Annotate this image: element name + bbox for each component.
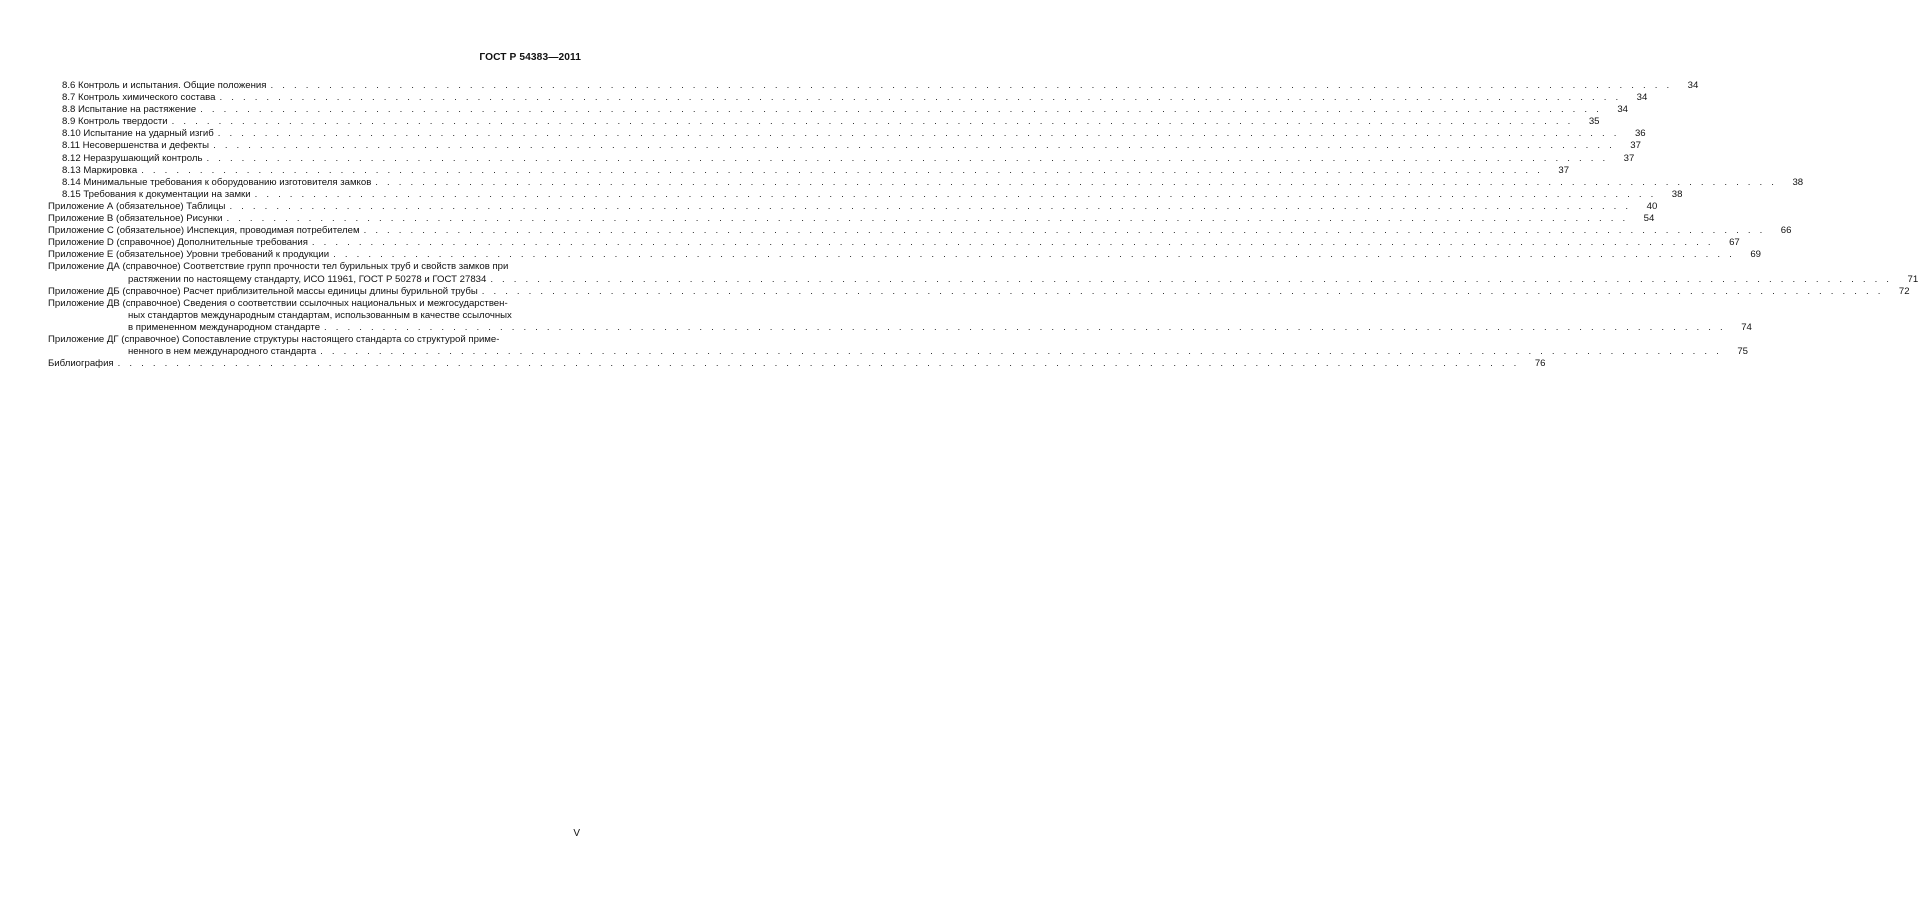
toc-line bbox=[48, 116, 1600, 128]
toc-entry-title: ных стандартов международным стандартам, использованным в качестве ссылочных bbox=[128, 309, 512, 321]
toc-leader-dots: . . . . . . . . . . . . . . . . . . . . . . . . . . . . . . . . . . . . . . . . . . . . . . . . . . . . . . . . . . . . . . . . . . . . . . . . . . . . . . . . . . . . . . . . . . . . . . . . . . . . . . . . . . . . . . . . . . . . . . . . bbox=[375, 176, 1778, 188]
toc-line bbox=[48, 176, 1804, 189]
toc-leader-dots: . . . . . . . . . . . . . . . . . . . . . . . . . . . . . . . . . . . . . . . . . . . . . . . . . . . . . . . . . . . . . . . . . . . . . . . . . . . . . . . . . . . . . . . . . . . . . . . . . . . . . . . . . . . . . . . . . . . . . . . . bbox=[490, 273, 1893, 285]
toc-page-number: 37 bbox=[1623, 152, 1635, 164]
toc-entry-title: 8.12 Неразрушающий контроль bbox=[62, 152, 203, 164]
toc-line bbox=[48, 261, 583, 273]
toc-leader-dots: . . . . . . . . . . . . . . . . . . . . . . . . . . . . . . . . . . . . . . . . . . . . . . . . . . . . . . . . . . . . . . . . . . . . . . . . . . . . . . . . . . . . . . . . . . . . . . . . . . . . . . . . . . . . . . . . . . . . . . . . bbox=[226, 213, 1629, 225]
toc-page-number: 69 bbox=[1750, 249, 1761, 261]
toc-entry-title: Приложение ДБ (справочное) Расчет приблизительной массы единицы длины бурильной трубы bbox=[48, 285, 478, 297]
toc-page-number: 66 bbox=[1780, 225, 1792, 237]
toc-leader-dots: . . . . . . . . . . . . . . . . . . . . . . . . . . . . . . . . . . . . . . . . . . . . . . . . . . . . . . . . . . . . . . . . . . . . . . . . . . . . . . . . . . . . . . . . . . . . . . . . . . . . . . . . . . . . . . . . . . . . . . . . bbox=[229, 200, 1632, 212]
toc-page-number: 74 bbox=[1741, 321, 1752, 333]
toc-leader-dots: . . . . . . . . . . . . . . . . . . . . . . . . . . . . . . . . . . . . . . . . . . . . . . . . . . . . . . . . . . . . . . . . . . . . . . . . . . . . . . . . . . . . . . . . . . . . . . . . . . . . . . . . . . . . . . . . . . . . . . . . bbox=[363, 225, 1766, 237]
toc-line bbox=[48, 285, 1910, 298]
toc-page-number: 34 bbox=[1687, 80, 1699, 91]
toc-page-number: 37 bbox=[1630, 140, 1641, 152]
page-number: V bbox=[573, 828, 580, 839]
toc-entry-title: 8.10 Испытание на ударный изгиб bbox=[62, 128, 214, 140]
toc-entry-title: 8.13 Маркировка bbox=[62, 164, 138, 176]
toc-leader-dots: . . . . . . . . . . . . . . . . . . . . . . . . . . . . . . . . . . . . . . . . . . . . . . . . . . . . . . . . . . . . . . . . . . . . . . . . . . . . . . . . . . . . . . . . . . . . . . . . . . . . . . . . . . . . . . . . . . . . . . . . bbox=[324, 321, 1726, 333]
toc-line bbox=[48, 310, 583, 322]
toc-page-number: 37 bbox=[1558, 164, 1570, 176]
toc-entry bbox=[48, 140, 1641, 152]
toc-entry-title: Приложение D (справочное) Дополнительные требования bbox=[48, 237, 308, 249]
toc-line bbox=[48, 346, 1749, 358]
toc-leader-dots: . . . . . . . . . . . . . . . . . . . . . . . . . . . . . . . . . . . . . . . . . . . . . . . . . . . . . . . . . . . . . . . . . . . . . . . . . . . . . . . . . . . . . . . . . . . . . . . . . . . . . . . . . . . . . . . . . . . . . . . . bbox=[320, 346, 1723, 358]
toc-entry bbox=[48, 249, 1761, 261]
toc-entry bbox=[48, 237, 1740, 249]
toc-entry-title: ненного в нем международного стандарта bbox=[128, 346, 317, 358]
toc-page-number: 38 bbox=[1792, 176, 1804, 188]
toc-page-number: 75 bbox=[1737, 346, 1749, 358]
document-header: ГОСТ Р 54383—2011 bbox=[479, 52, 581, 63]
toc-line bbox=[48, 104, 1629, 116]
toc-line bbox=[48, 298, 583, 310]
toc-page-number: 72 bbox=[1898, 285, 1910, 297]
toc-entry-title: Приложение ДВ (справочное) Сведения о соответствии ссылочных национальных и межгосударствен- bbox=[48, 297, 508, 309]
toc-entry-title: Приложение С (обязательное) Инспекция, проводимая потребителем bbox=[48, 225, 360, 237]
toc-line bbox=[48, 225, 1792, 237]
toc-entry-title: Приложение В (обязательное) Рисунки bbox=[48, 213, 223, 225]
toc-leader-dots: . . . . . . . . . . . . . . . . . . . . . . . . . . . . . . . . . . . . . . . . . . . . . . . . . . . . . . . . . . . . . . . . . . . . . . . . . . . . . . . . . . . . . . . . . . . . . . . . . . . . . . . . . . . . . . . . . . . . . . . . bbox=[206, 152, 1609, 164]
toc-entry-title: 8.8 Испытание на растяжение bbox=[62, 104, 197, 116]
toc-leader-dots: . . . . . . . . . . . . . . . . . . . . . . . . . . . . . . . . . . . . . . . . . . . . . . . . . . . . . . . . . . . . . . . . . . . . . . . . . . . . . . . . . . . . . . . . . . . . . . . . . . . . . . . . . . . . . . . . . . . . . . . . bbox=[311, 237, 1714, 249]
toc-entry bbox=[48, 164, 1570, 177]
toc-entry bbox=[48, 333, 1749, 358]
toc-line bbox=[48, 213, 1655, 225]
toc-entry-title: 8.7 Контроль химического состава bbox=[62, 92, 216, 104]
toc-entry-title: растяжении по настоящему стандарту, ИСО 11961, ГОСТ Р 50278 и ГОСТ 27834 bbox=[128, 273, 487, 285]
toc-line bbox=[48, 188, 1683, 201]
toc-leader-dots: . . . . . . . . . . . . . . . . . . . . . . . . . . . . . . . . . . . . . . . . . . . . . . . . . . . . . . . . . . . . . . . . . . . . . . . . . . . . . . . . . . . . . . . . . . . . . . . . . . . . . . . . . . . . . . . . . . . . . . . . bbox=[117, 358, 1520, 370]
toc-page-number: 67 bbox=[1729, 237, 1740, 249]
toc-entry bbox=[48, 225, 1792, 237]
toc-page-number: 40 bbox=[1646, 200, 1658, 212]
toc-entry bbox=[48, 213, 1655, 225]
toc-leader-dots: . . . . . . . . . . . . . . . . . . . . . . . . . . . . . . . . . . . . . . . . . . . . . . . . . . . . . . . . . . . . . . . . . . . . . . . . . . . . . . . . . . . . . . . . . . . . . . . . . . . . . . . . . . . . . . . . . . . . . . . . bbox=[213, 140, 1615, 152]
toc-page-number: 34 bbox=[1617, 104, 1629, 116]
toc-leader-dots: . . . . . . . . . . . . . . . . . . . . . . . . . . . . . . . . . . . . . . . . . . . . . . . . . . . . . . . . . . . . . . . . . . . . . . . . . . . . . . . . . . . . . . . . . . . . . . . . . . . . . . . . . . . . . . . . . . . . . . . . bbox=[141, 164, 1544, 176]
toc-entry-title: 8.15 Требования к документации на замки bbox=[62, 188, 251, 200]
toc-entry-title: Библиография bbox=[48, 358, 114, 370]
toc-line bbox=[48, 358, 1546, 370]
toc-entry-title: 8.14 Минимальные требования к оборудованию изготовителя замков bbox=[62, 176, 372, 188]
toc-line bbox=[48, 80, 1699, 92]
toc-entry bbox=[48, 80, 1699, 92]
toc-entry bbox=[48, 152, 1635, 165]
toc-entry bbox=[48, 285, 1910, 298]
toc-entry bbox=[48, 92, 1648, 104]
toc-entry-title: 8.9 Контроль твердости bbox=[62, 116, 168, 128]
toc-entry bbox=[48, 261, 1918, 285]
toc-line bbox=[48, 92, 1648, 104]
toc-entry bbox=[48, 128, 1646, 140]
toc-entry-title: Приложение А (обязательное) Таблицы bbox=[48, 200, 226, 212]
toc-page-number: 71 bbox=[1907, 273, 1918, 285]
toc-leader-dots: . . . . . . . . . . . . . . . . . . . . . . . . . . . . . . . . . . . . . . . . . . . . . . . . . . . . . . . . . . . . . . . . . . . . . . . . . . . . . . . . . . . . . . . . . . . . . . . . . . . . . . . . . . . . . . . . . . . . . . . . bbox=[254, 188, 1657, 200]
toc-line bbox=[48, 334, 583, 346]
toc-entry-title: 8.11 Несовершенства и дефекты bbox=[62, 140, 210, 152]
toc-entry bbox=[48, 116, 1600, 128]
toc-leader-dots: . . . . . . . . . . . . . . . . . . . . . . . . . . . . . . . . . . . . . . . . . . . . . . . . . . . . . . . . . . . . . . . . . . . . . . . . . . . . . . . . . . . . . . . . . . . . . . . . . . . . . . . . . . . . . . . . . . . . . . . . bbox=[333, 249, 1735, 261]
toc-entry-title: Приложение ДГ (справочное) Сопоставление структуры настоящего стандарта со структурой приме- bbox=[48, 333, 500, 345]
toc-entry-title: Приложение Е (обязательное) Уровни требований к продукции bbox=[48, 249, 330, 261]
toc-line bbox=[48, 249, 1761, 261]
toc-entry bbox=[48, 297, 1752, 334]
toc-line bbox=[48, 140, 1641, 152]
toc-line bbox=[48, 321, 1752, 334]
toc-line bbox=[48, 237, 1740, 249]
toc-entry bbox=[48, 176, 1804, 189]
toc-line bbox=[48, 273, 1918, 286]
toc-entry bbox=[48, 188, 1683, 201]
toc-line bbox=[48, 164, 1570, 177]
toc-page-number: 34 bbox=[1636, 92, 1648, 104]
toc-entry-title: в примененном международном стандарте bbox=[128, 321, 321, 333]
toc-leader-dots: . . . . . . . . . . . . . . . . . . . . . . . . . . . . . . . . . . . . . . . . . . . . . . . . . . . . . . . . . . . . . . . . . . . . . . . . . . . . . . . . . . . . . . . . . . . . . . . . . . . . . . . . . . . . . . . . . . . . . . . . bbox=[200, 104, 1603, 116]
toc-page-number: 76 bbox=[1534, 358, 1546, 370]
toc-entry bbox=[48, 358, 1546, 370]
toc-page-number: 38 bbox=[1671, 188, 1683, 200]
toc-line bbox=[48, 200, 1658, 213]
toc-entry bbox=[48, 104, 1629, 116]
toc-leader-dots: . . . . . . . . . . . . . . . . . . . . . . . . . . . . . . . . . . . . . . . . . . . . . . . . . . . . . . . . . . . . . . . . . . . . . . . . . . . . . . . . . . . . . . . . . . . . . . . . . . . . . . . . . . . . . . . . . . . . . . . . bbox=[217, 128, 1620, 140]
toc-leader-dots: . . . . . . . . . . . . . . . . . . . . . . . . . . . . . . . . . . . . . . . . . . . . . . . . . . . . . . . . . . . . . . . . . . . . . . . . . . . . . . . . . . . . . . . . . . . . . . . . . . . . . . . . . . . . . . . . . . . . . . . . bbox=[219, 92, 1622, 104]
toc-leader-dots: . . . . . . . . . . . . . . . . . . . . . . . . . . . . . . . . . . . . . . . . . . . . . . . . . . . . . . . . . . . . . . . . . . . . . . . . . . . . . . . . . . . . . . . . . . . . . . . . . . . . . . . . . . . . . . . . . . . . . . . . bbox=[270, 80, 1673, 91]
toc-entry-title: 8.6 Контроль и испытания. Общие положения bbox=[62, 80, 267, 91]
toc-page-number: 54 bbox=[1643, 213, 1655, 225]
toc-page-number: 35 bbox=[1588, 116, 1600, 128]
table-of-contents bbox=[48, 80, 1918, 370]
toc-entry bbox=[48, 200, 1658, 213]
toc-leader-dots: . . . . . . . . . . . . . . . . . . . . . . . . . . . . . . . . . . . . . . . . . . . . . . . . . . . . . . . . . . . . . . . . . . . . . . . . . . . . . . . . . . . . . . . . . . . . . . . . . . . . . . . . . . . . . . . . . . . . . . . . bbox=[171, 116, 1574, 128]
toc-leader-dots: . . . . . . . . . . . . . . . . . . . . . . . . . . . . . . . . . . . . . . . . . . . . . . . . . . . . . . . . . . . . . . . . . . . . . . . . . . . . . . . . . . . . . . . . . . . . . . . . . . . . . . . . . . . . . . . . . . . . . . . . bbox=[481, 285, 1884, 297]
toc-line bbox=[48, 152, 1635, 165]
toc-entry-title: Приложение ДА (справочное) Соответствие групп прочности тел бурильных труб и свойств замков при bbox=[48, 261, 509, 273]
toc-page-number: 36 bbox=[1634, 128, 1646, 140]
toc-line bbox=[48, 128, 1646, 140]
